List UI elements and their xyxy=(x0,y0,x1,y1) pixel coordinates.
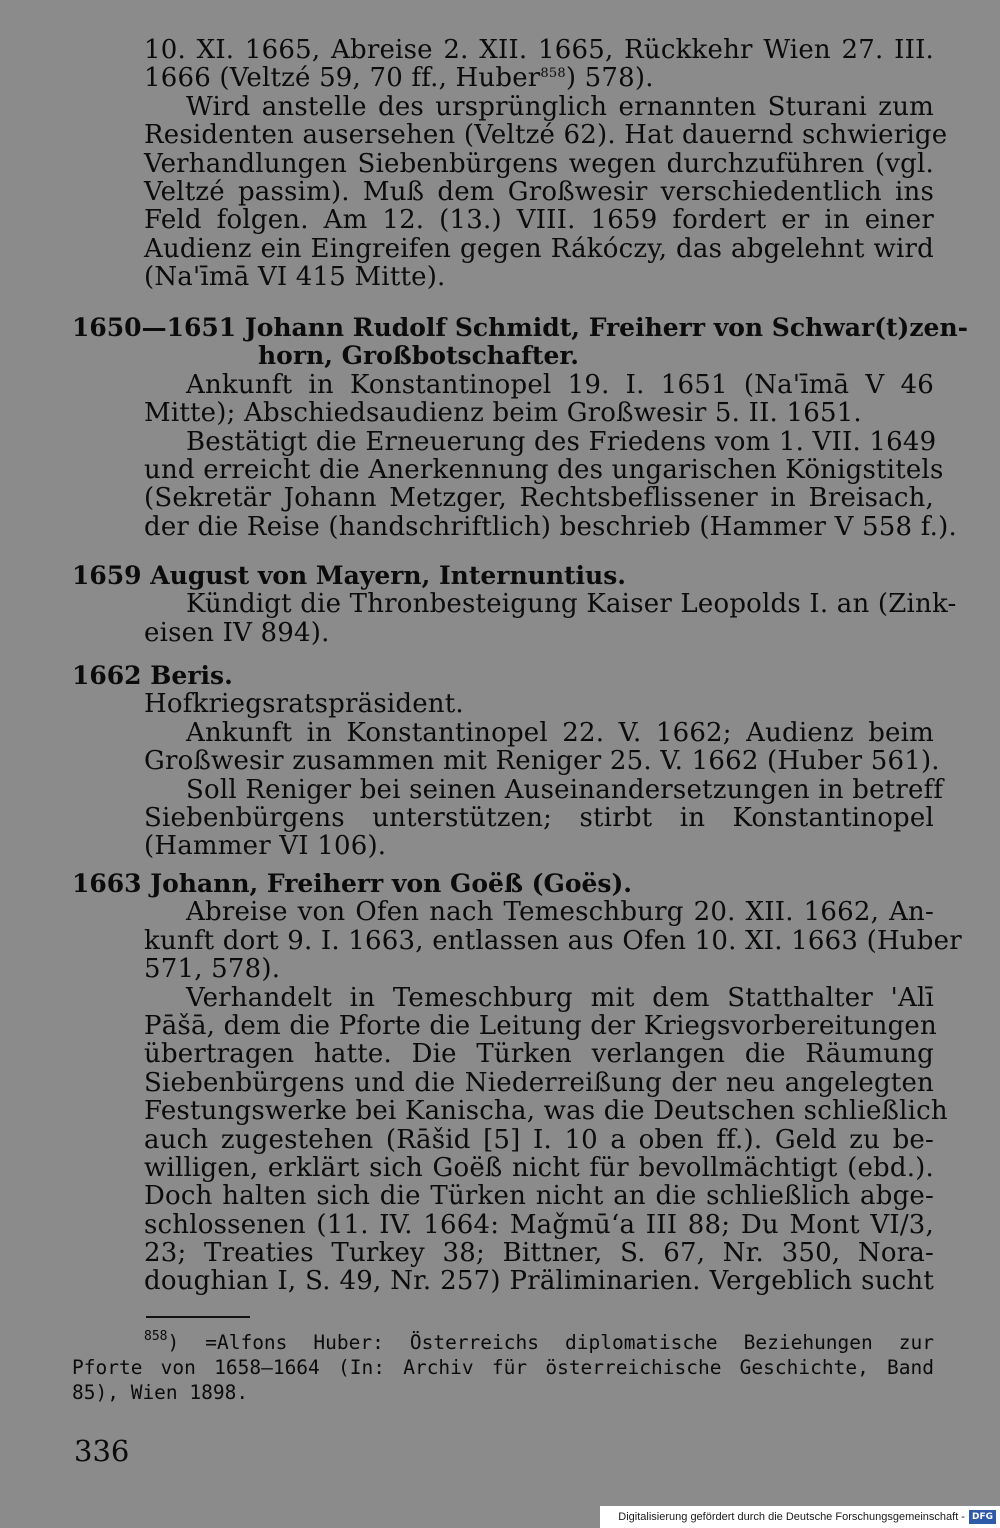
text-line: auch zugestehen (Rāšid [5] I. 10 a oben ff.). Geld zu be- xyxy=(144,1124,934,1155)
banner-text: Digitalisierung gefördert durch die Deutsche Forschungsgemeinschaft - xyxy=(618,1511,965,1523)
entry-1662 xyxy=(72,661,944,862)
text-line: Residenten ausersehen (Veltzé 62). Hat dauernd schwierige xyxy=(144,120,948,151)
text-fragment: 1666 (Veltzé 59, 70 ff., Huber xyxy=(144,63,541,94)
text-line: 23; Treaties Turkey 38; Bittner, S. 67, Nr. 350, Nora- xyxy=(144,1238,934,1269)
footnote-line xyxy=(72,1330,934,1355)
entry-heading: 1659 August von Mayern, Internuntius. xyxy=(72,561,627,590)
text-line: Feld folgen. Am 12. (13.) VIII. 1659 fordert er in einer xyxy=(144,205,934,236)
entry-heading: 1650—1651 Johann Rudolf Schmidt, Freiherr von Schwar(t)zen- xyxy=(72,313,968,342)
text-line: Mitte); Abschiedsaudienz beim Großwesir 5. II. 1651. xyxy=(144,398,862,429)
text-line: Ankunft in Konstantinopel 22. V. 1662; Audienz beim xyxy=(186,717,934,748)
entry-heading: 1663 Johann, Freiherr von Goëß (Goës). xyxy=(72,869,633,898)
text-fragment: ) 578). xyxy=(565,63,654,94)
intro-section xyxy=(72,35,948,293)
entry-heading-continuation: horn, Großbotschafter. xyxy=(258,341,579,371)
text-line: Bestätigt die Erneuerung des Friedens vom 1. VII. 1649 xyxy=(186,426,937,457)
footnote-marker: 858 xyxy=(144,1329,168,1344)
text-line: Verhandlungen Siebenbürgens wegen durchzuführen (vgl. xyxy=(144,148,934,179)
text-line: Hofkriegsratspräsident. xyxy=(144,689,464,720)
entry-1659 xyxy=(72,561,957,648)
text-line: der die Reise (handschriftlich) beschrieb (Hammer V 558 f.). xyxy=(144,511,957,542)
text-line: Abreise von Ofen nach Temeschburg 20. XII. 1662, An- xyxy=(186,897,934,928)
text-line: schlossenen (11. IV. 1664: Maǧmūʻa III 88; Du Mont VI/3, xyxy=(144,1209,934,1240)
text-line: 571, 578). xyxy=(144,954,281,985)
entry-heading: 1662 Beris. xyxy=(72,661,233,690)
text-line: Wird anstelle des ursprünglich ernannten Sturani zum xyxy=(186,91,934,122)
text-line: Großwesir zusammen mit Reniger 25. V. 1662 (Huber 561). xyxy=(144,746,940,777)
footnote-separator xyxy=(146,1316,250,1318)
text-line: (Sekretär Johann Metzger, Rechtsbeflissener in Breisach, xyxy=(144,483,934,514)
text-line: (Hammer VI 106). xyxy=(144,831,387,862)
text-line: Veltzé passim). Muß dem Großwesir verschiedentlich ins xyxy=(144,176,934,207)
text-line: übertragen hatte. Die Türken verlangen die Räumung xyxy=(144,1039,934,1070)
text-line: (Na'īmā VI 415 Mitte). xyxy=(144,262,446,293)
text-line: Verhandelt in Temeschburg mit dem Statthalter 'Alī xyxy=(186,982,934,1013)
text-line: willigen, erklärt sich Goëß nicht für bevollmächtigt (ebd.). xyxy=(144,1152,934,1183)
text-line: eisen IV 894). xyxy=(144,617,330,648)
footnote-reference[interactable]: 858 xyxy=(540,66,566,82)
text-line: Soll Reniger bei seinen Auseinandersetzungen in betreff xyxy=(186,774,944,805)
footnote xyxy=(72,1330,934,1405)
funding-banner[interactable] xyxy=(600,1506,1000,1528)
footnote-line: 85), Wien 1898. xyxy=(72,1381,249,1404)
text-line xyxy=(72,64,934,92)
text-line: Doch halten sich die Türken nicht an die schließlich abge- xyxy=(144,1181,934,1212)
entry-1650 xyxy=(72,313,968,542)
footnote-text: ) =Alfons Huber: Österreichs diplomatische Beziehungen zur xyxy=(167,1331,934,1354)
text-line: doughian I, S. 49, Nr. 257) Präliminarien. Vergeblich sucht xyxy=(144,1266,934,1297)
text-line: kunft dort 9. I. 1663, entlassen aus Ofen 10. XI. 1663 (Huber xyxy=(144,925,962,956)
text-line: Ankunft in Konstantinopel 19. I. 1651 (Na'īmā V 46 xyxy=(186,369,934,400)
page-number: 336 xyxy=(74,1434,130,1468)
text-line: Audienz ein Eingreifen gegen Rákóczy, das abgelehnt wird xyxy=(144,233,934,264)
text-line: Pāšā, dem die Pforte die Leitung der Kriegsvorbereitungen xyxy=(144,1010,937,1041)
text-line: Siebenbürgens unterstützen; stirbt in Konstantinopel xyxy=(144,802,934,833)
dfg-logo-icon: DFG xyxy=(969,1510,996,1524)
entry-1663 xyxy=(72,869,962,1297)
text-line: Festungswerke bei Kanischa, was die Deutschen schließlich xyxy=(144,1096,948,1127)
footnote-line: Pforte von 1658—1664 (In: Archiv für österreichische Geschichte, Band xyxy=(72,1356,934,1379)
text-line: Siebenbürgens und die Niederreißung der neu angelegten xyxy=(144,1067,934,1098)
text-line: Kündigt die Thronbesteigung Kaiser Leopolds I. an (Zink- xyxy=(186,589,957,620)
text-line: und erreicht die Anerkennung des ungarischen Königstitels xyxy=(144,454,944,485)
text-line: 10. XI. 1665, Abreise 2. XII. 1665, Rückkehr Wien 27. III. xyxy=(144,35,934,65)
